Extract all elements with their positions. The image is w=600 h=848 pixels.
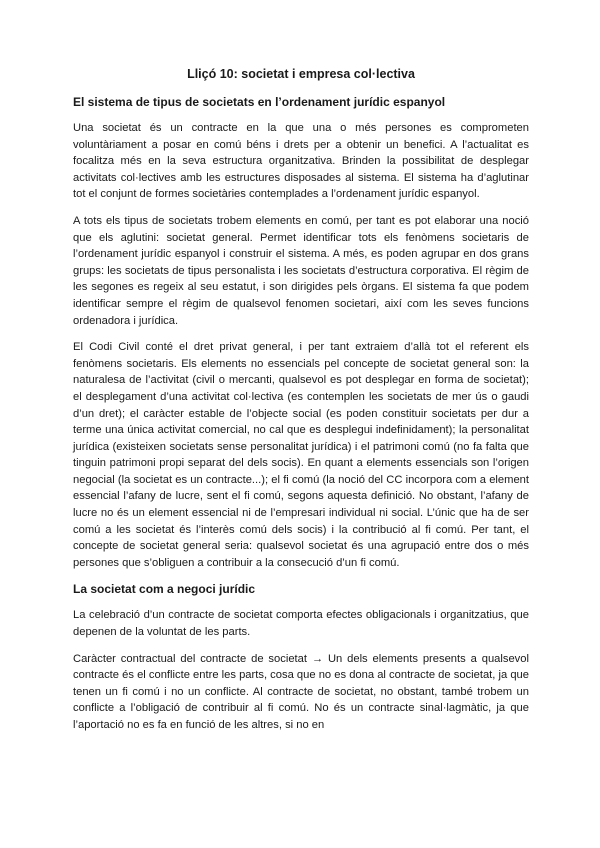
paragraph-societat-general: A tots els tipus de societats trobem elements en comú, per tant es pot elaborar una noció que els aglutini: societat general. Permet identificar tots els fenòmens societaris de l’ordenament jurídic espanyol i construir el sistema. A més, es poden agrupar en dos grans grups: les societats de tipus personalista i les societats d’estructura corporativa. El règim de les segones es regeix al seu estatut, i son dirigides pels òrgans. El sistema fa que podem identificar sempre el règim de qualsevol fenomen societari, així com les seves funcions ordenadora i jurídica. bbox=[73, 214, 529, 327]
section-heading-negoci-juridic: La societat com a negoci jurídic bbox=[73, 582, 256, 597]
paragraph-celebracio-contracte: La celebració d’un contracte de societat comporta efectes obligacionals i organitzatius, que depenen de la voluntat de les parts. bbox=[73, 609, 529, 639]
paragraph-caracter-contractual: Caràcter contractual del contracte de societat → Un dels elements presents a qualsevol contracte és el conflicte entre les parts, cosa que no es dona al contracte de societat, ja que tenen un fi comú i no un conflicte. Al contracte de societat, no obstant, també trobem un conflicte a l’obligació de contribuir al fi comú. No és un contracte sinal·lagmàtic, ja que l’aportació no es fa en funció de les altres, si no en bbox=[73, 652, 529, 731]
paragraph-codi-civil: El Codi Civil conté el dret privat general, i per tant extraiem d’allà tot el referent els fenòmens societaris. Els elements no essencials pel concepte de societat general son: la naturalesa de l’activitat (civil o mercanti, qualsevol es pot desplegar en forma de societat); el desplegament d’una activitat col·lectiva (es contemplen les societats de mer ús o gaudi d’un dret); el caràcter estable de l’objecte social (es poden constituir societats per dur a terme una única activitat comercial, no cal que es desplegui indefinidament); la personalitat jurídica (existeixen societats sense personalitat jurídica) i el patrimoni comú (no fa falta que tinguin patrimoni propi separat del dels socis). En quant a elements essencials son l’origen negocial (la societat es un contracte...); el fi comú (la noció del CC incorpora com a element essencial l’afany de lucre, sent el fi comú, segons aquesta definició. No obstant, l’afany de lucre no és un element essencial ni de l’empresari individual ni social. L’únic que ha de ser comú a les societat és l’interès comú dels socis) i la contribució al fi comú. Per tant, el concepte de societat general seria: qualsevol societat és una agrupació entre dos o més persones que s’obliguen a contribuir a la consecució d’un fi comú. bbox=[73, 341, 529, 569]
document-page bbox=[73, 66, 529, 744]
page-title: Lliçó 10: societat i empresa col·lectiva bbox=[187, 67, 415, 81]
section-heading-sistema: El sistema de tipus de societats en l’ordenament jurídic espanyol bbox=[73, 95, 446, 109]
paragraph-definicio-societat: Una societat és un contracte en la que una o més persones es comprometen voluntàriament a posar en comú béns i drets per a obtenir un benefici. A l’actualitat es focalitza més en la seva estructura organitzativa. Brinden la possibilitat de desplegar activitats col·lectives amb les estructures disposades al sistema. El sistema ha d’aglutinar tot el conjunt de formes societàries contemplades a l’ordenament jurídic espanyol. bbox=[73, 122, 529, 201]
